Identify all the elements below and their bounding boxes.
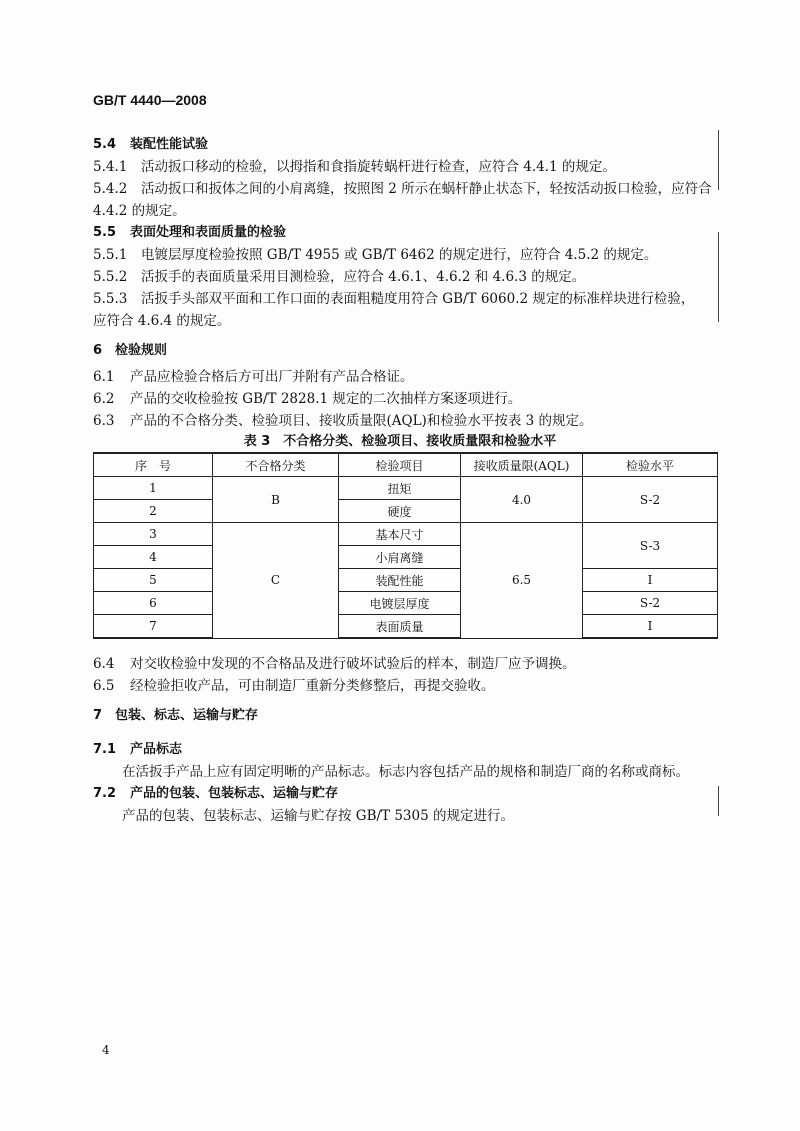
cell-item: 装配性能 — [339, 569, 461, 592]
paragraph: 5.5.1 电镀层厚度检验按照 GB/T 4955 或 GB/T 6462 的规定进行，应符合 4.5.2 的规定。 — [93, 247, 658, 263]
change-bar — [718, 786, 719, 816]
cell-item: 基本尺寸 — [339, 523, 461, 546]
cell-item: 扭矩 — [339, 477, 461, 500]
change-bar — [718, 130, 719, 190]
cell-category: B — [213, 477, 339, 523]
cell-level: S-2 — [583, 477, 718, 523]
header-level: 检验水平 — [583, 453, 718, 477]
cell-item: 表面质量 — [339, 615, 461, 639]
paragraph: 5.4.2 活动扳口和扳体之间的小肩离缝，按照图 2 所示在蜗杆静止状态下，轻按活动扳口检验，应符合 — [93, 181, 712, 197]
header-category: 不合格分类 — [213, 453, 339, 477]
paragraph: 6.5 经检验拒收产品，可由制造厂重新分类修整后，再提交验收。 — [93, 678, 495, 694]
header-item: 检验项目 — [339, 453, 461, 477]
cell-seq: 2 — [94, 500, 213, 523]
cell-item: 硬度 — [339, 500, 461, 523]
section-heading: 7 包装、标志、运输与贮存 — [93, 708, 259, 723]
cell-seq: 1 — [94, 477, 213, 500]
paragraph: 6.4 对交收检验中发现的不合格品及进行破坏试验后的样本，制造厂应予调换。 — [93, 656, 576, 672]
section-heading: 7.2 产品的包装、包装标志、运输与贮存 — [93, 786, 339, 801]
paragraph: 5.5.2 活扳手的表面质量采用目测检验，应符合 4.6.1、4.6.2 和 4.6.3 的规定。 — [93, 269, 586, 285]
cell-item: 小肩离缝 — [339, 546, 461, 569]
cell-seq: 4 — [94, 546, 213, 569]
header-aql: 接收质量限(AQL) — [461, 453, 583, 477]
table-caption: 表 3 不合格分类、检验项目、接收质量限和检验水平 — [243, 434, 557, 449]
cell-level: S-3 — [583, 523, 718, 569]
paragraph: 产品的包装、包装标志、运输与贮存按 GB/T 5305 的规定进行。 — [122, 808, 514, 824]
inspection-table — [93, 452, 718, 639]
paragraph: 6.2 产品的交收检验按 GB/T 2828.1 规定的二次抽样方案逐项进行。 — [93, 391, 522, 407]
cell-category: C — [213, 523, 339, 639]
cell-seq: 5 — [94, 569, 213, 592]
header-seq: 序 号 — [94, 453, 213, 477]
paragraph: 5.5.3 活扳手头部双平面和工作口面的表面粗糙度用符合 GB/T 6060.2 规定的标准样块进行检验， — [93, 291, 695, 307]
cell-item: 电镀层厚度 — [339, 592, 461, 615]
document-header: GB/T 4440—2008 — [93, 92, 207, 108]
page-number: 4 — [102, 1043, 110, 1057]
paragraph: 5.4.1 活动扳口移动的检验，以拇指和食指旋转蜗杆进行检查，应符合 4.4.1 的规定。 — [93, 159, 616, 175]
paragraph: 应符合 4.6.4 的规定。 — [93, 313, 231, 329]
paragraph: 在活扳手产品上应有固定明晰的产品标志。标志内容包括产品的规格和制造厂商的名称或商标。 — [122, 764, 689, 780]
cell-seq: 3 — [94, 523, 213, 546]
cell-level: S-2 — [583, 592, 718, 615]
cell-seq: 6 — [94, 592, 213, 615]
paragraph: 4.4.2 的规定。 — [93, 203, 186, 219]
cell-aql: 6.5 — [461, 523, 583, 639]
section-heading: 5.4 装配性能试验 — [93, 137, 209, 152]
cell-level: Ⅰ — [583, 615, 718, 639]
section-heading: 6 检验规则 — [93, 343, 168, 358]
cell-level: Ⅰ — [583, 569, 718, 592]
cell-seq: 7 — [94, 615, 213, 639]
paragraph: 6.1 产品应检验合格后方可出厂并附有产品合格证。 — [93, 369, 414, 385]
change-bar — [718, 232, 719, 322]
section-heading: 5.5 表面处理和表面质量的检验 — [93, 225, 287, 240]
paragraph: 6.3 产品的不合格分类、检验项目、接收质量限(AQL)和检验水平按表 3 的规定。 — [93, 413, 593, 429]
section-heading: 7.1 产品标志 — [93, 742, 183, 757]
cell-aql: 4.0 — [461, 477, 583, 523]
